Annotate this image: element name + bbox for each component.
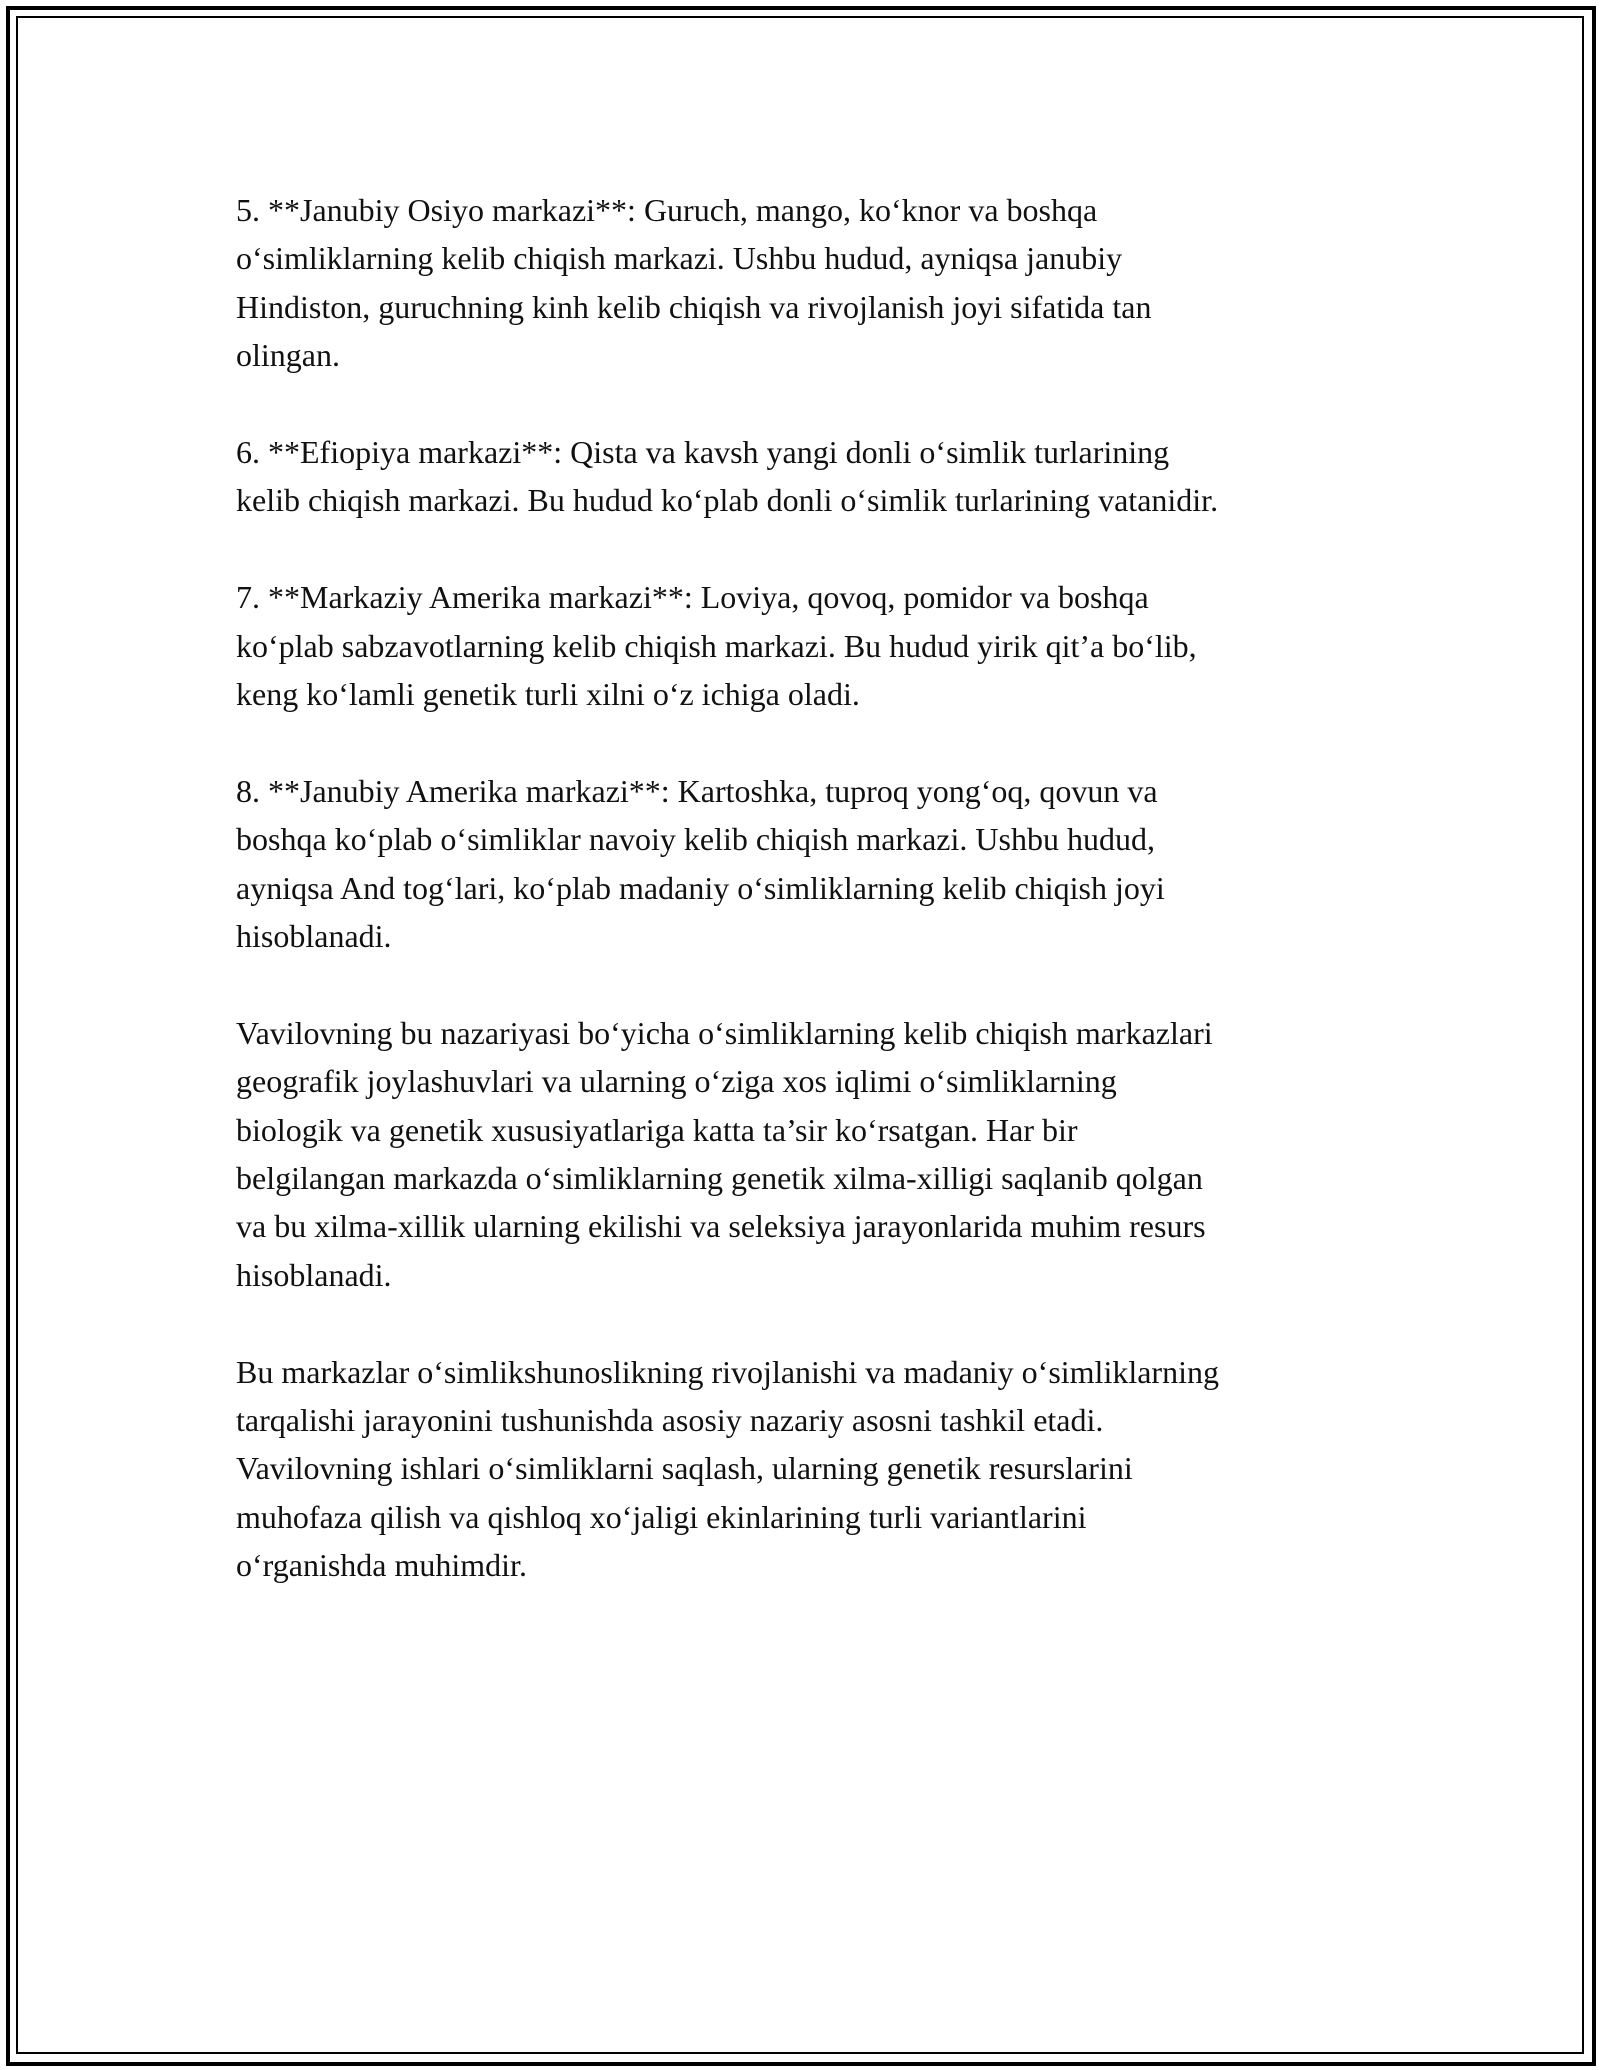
document-body: [236, 186, 1396, 1638]
paragraph-conclusion: Bu markazlar o‘simlikshunoslikning rivojlanishi va madaniy o‘simliklarning tarqalishi jarayonini tushunishda asosiy nazariy asosni tashkil etadi. Vavilovning ishlari o‘simliklarni saqlash, ularning genetik resurslarini muhofaza qilish va qishloq xo‘jaligi ekinlarining turli variantlarini o‘rganishda muhimdir.: [236, 1353, 1219, 1584]
paragraph-south-america-center: 8. **Janubiy Amerika markazi**: Kartoshka, tuproq yong‘oq, qovun va boshqa ko‘plab o‘simliklar navoiy kelib chiqish markazi. Ushbu hudud, ayniqsa And tog‘lari, ko‘plab madaniy o‘simliklarning kelib chiqish joyi hisoblanadi.: [236, 772, 1165, 955]
paragraph-south-asia-center: 5. **Janubiy Osiyo markazi**: Guruch, mango, ko‘knor va boshqa o‘simliklarning kelib chiqish markazi. Ushbu hudud, ayniqsa janubiy Hindiston, guruchning kinh kelib chiqish va rivojlanish joyi sifatida tan olingan.: [236, 192, 1152, 374]
paragraph-ethiopia-center: 6. **Efiopiya markazi**: Qista va kavsh yangi donli o‘simlik turlarining kelib chiqish markazi. Bu hudud ko‘plab donli o‘simlik turlarining vatanidir.: [236, 434, 1219, 519]
paragraph-central-america-center: 7. **Markaziy Amerika markazi**: Loviya, qovoq, pomidor va boshqa ko‘plab sabzavotlarning kelib chiqish markazi. Bu hudud yirik qit’a bo‘lib, keng ko‘lamli genetik turli xilni o‘z ichiga oladi.: [236, 579, 1197, 713]
paragraph-vavilov-theory: Vavilovning bu nazariyasi bo‘yicha o‘simliklarning kelib chiqish markazlari geografik joylashuvlari va ularning o‘ziga xos iqlimi o‘simliklarning biologik va genetik xususiyatlariga katta ta’sir ko‘rsatgan. Har bir belgilangan markazda o‘simliklarning genetik xilma-xilligi saqlanib qolgan va bu xilma-xillik ularning ekilishi va seleksiya jarayonlarida muhim resurs hisoblanadi.: [236, 1014, 1213, 1293]
